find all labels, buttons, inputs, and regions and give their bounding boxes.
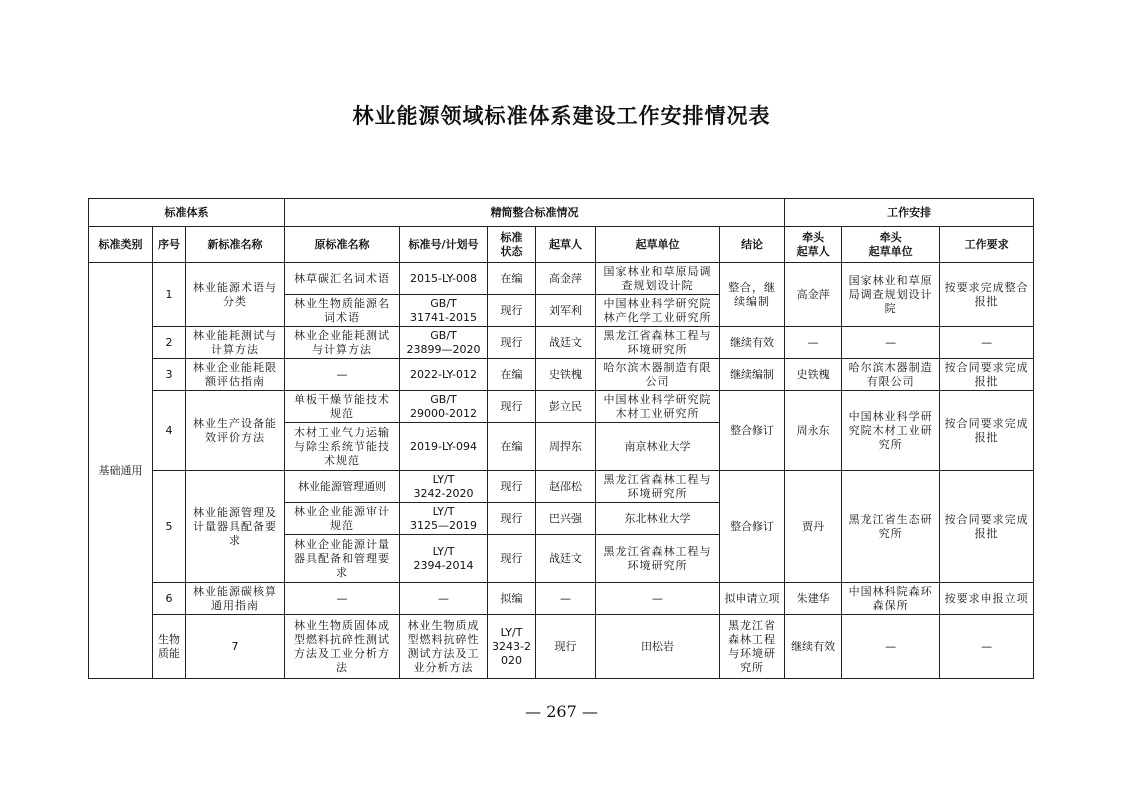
orig-name-cell: 林业生物质能源名词术语: [285, 295, 400, 327]
header-group-system: 标准体系: [89, 199, 285, 227]
new-name-cell: 林业企业能耗限额评估指南: [186, 359, 285, 391]
drafter-cell: 刘军利: [536, 295, 596, 327]
standards-table: [88, 198, 1034, 679]
std-no-cell: GB/T 31741-2015: [400, 295, 488, 327]
status-cell: 在编: [488, 359, 536, 391]
unit-cell: 中国林业科学研究院林产化学工业研究所: [596, 295, 720, 327]
drafter-cell: 巴兴强: [536, 503, 596, 535]
category-cell: 基础通用: [89, 263, 153, 679]
orig-name-cell: 单板干燥节能技术规范: [285, 391, 400, 423]
lead-unit-cell: 国家林业和草原局调查规划设计院: [842, 263, 940, 327]
new-name-cell: 林业生物质固体成型燃料抗碎性测试方法及工业分析方法: [285, 615, 400, 679]
lead-unit-cell: —: [940, 615, 1034, 679]
std-no-cell: 2022-LY-012: [400, 359, 488, 391]
status-cell: 在编: [488, 423, 536, 471]
conclusion-cell: 继续有效: [785, 615, 842, 679]
drafter-cell: 田松岩: [596, 615, 720, 679]
col-orig-name: 原标准名称: [285, 227, 400, 263]
lead-unit-cell: 哈尔滨木器制造有限公司: [842, 359, 940, 391]
seq-cell: 2: [153, 327, 186, 359]
requirement-cell: 按合同要求完成报批: [940, 471, 1034, 583]
table-row: [89, 583, 1034, 615]
conclusion-cell: 继续编制: [720, 359, 785, 391]
conclusion-cell: 整合修订: [720, 471, 785, 583]
status-cell: 现行: [488, 471, 536, 503]
lead-drafter-cell: 贾丹: [785, 471, 842, 583]
table-row: [89, 471, 1034, 503]
lead-unit-cell: 中国林科院森环森保所: [842, 583, 940, 615]
drafter-cell: —: [536, 583, 596, 615]
col-status: 标准 状态: [488, 227, 536, 263]
new-name-cell: 林业生产设备能效评价方法: [186, 391, 285, 471]
unit-cell: —: [596, 583, 720, 615]
std-no-cell: LY/T 3242-2020: [400, 471, 488, 503]
drafter-cell: 周捍东: [536, 423, 596, 471]
header-group-work: 工作安排: [785, 199, 1034, 227]
unit-cell: 东北林业大学: [596, 503, 720, 535]
status-cell: 现行: [536, 615, 596, 679]
status-cell: 现行: [488, 503, 536, 535]
conclusion-cell: 继续有效: [720, 327, 785, 359]
col-new-name: 新标准名称: [186, 227, 285, 263]
drafter-cell: 战廷文: [536, 535, 596, 583]
category-cell: 生物质能: [153, 615, 186, 679]
lead-unit-cell: —: [842, 327, 940, 359]
col-category: 标准类别: [89, 227, 153, 263]
page-number: — 267 —: [525, 702, 598, 721]
status-cell: 在编: [488, 263, 536, 295]
requirement-cell: 按合同要求完成报批: [940, 359, 1034, 391]
orig-name-cell: 林业企业能耗测试与计算方法: [285, 327, 400, 359]
status-cell: 现行: [488, 295, 536, 327]
table-row: [89, 327, 1034, 359]
header-group-row: [89, 199, 1034, 227]
seq-cell: 1: [153, 263, 186, 327]
status-cell: 现行: [488, 327, 536, 359]
table-row: [89, 615, 1034, 679]
seq-cell: 3: [153, 359, 186, 391]
col-drafter: 起草人: [536, 227, 596, 263]
orig-name-cell: 林业企业能源计量器具配备和管理要求: [285, 535, 400, 583]
new-name-cell: 林业能源管理及计量器具配备要求: [186, 471, 285, 583]
drafter-cell: 高金萍: [536, 263, 596, 295]
std-no-cell: LY/T 3243-2020: [488, 615, 536, 679]
col-seq: 序号: [153, 227, 186, 263]
std-no-cell: GB/T 29000-2012: [400, 391, 488, 423]
requirement-cell: 按合同要求完成报批: [940, 391, 1034, 471]
col-conclusion: 结论: [720, 227, 785, 263]
drafter-cell: 史铁槐: [536, 359, 596, 391]
orig-name-cell: 林业生物质成型燃料抗碎性测试方法及工业分析方法: [400, 615, 488, 679]
unit-cell: 黑龙江省森林工程与环境研究所: [596, 535, 720, 583]
lead-drafter-cell: 高金萍: [785, 263, 842, 327]
conclusion-cell: 整合修订: [720, 391, 785, 471]
std-no-cell: 2019-LY-094: [400, 423, 488, 471]
orig-name-cell: 林业能源管理通则: [285, 471, 400, 503]
col-lead-unit: 牵头 起草单位: [842, 227, 940, 263]
lead-unit-cell: 中国林业科学研究院木材工业研究所: [842, 391, 940, 471]
seq-cell: 5: [153, 471, 186, 583]
orig-name-cell: 林草碳汇名词术语: [285, 263, 400, 295]
seq-cell: 4: [153, 391, 186, 471]
orig-name-cell: 林业企业能源审计规范: [285, 503, 400, 535]
col-requirement: 工作要求: [940, 227, 1034, 263]
orig-name-cell: —: [285, 583, 400, 615]
lead-unit-cell: 黑龙江省生态研究所: [842, 471, 940, 583]
unit-cell: 中国林业科学研究院木材工业研究所: [596, 391, 720, 423]
requirement-cell: 按要求完成整合报批: [940, 263, 1034, 327]
std-no-cell: GB/T 23899—2020: [400, 327, 488, 359]
col-lead-drafter: 牵头 起草人: [785, 227, 842, 263]
unit-cell: 黑龙江省森林工程与环境研究所: [596, 471, 720, 503]
col-std-no: 标准号/计划号: [400, 227, 488, 263]
std-no-cell: —: [400, 583, 488, 615]
table-row: [89, 391, 1034, 423]
lead-drafter-cell: —: [785, 327, 842, 359]
lead-drafter-cell: 周永东: [785, 391, 842, 471]
drafter-cell: 战廷文: [536, 327, 596, 359]
new-name-cell: 林业能源术语与分类: [186, 263, 285, 327]
table-row: [89, 359, 1034, 391]
header-group-merge: 精简整合标准情况: [285, 199, 785, 227]
seq-cell: 7: [186, 615, 285, 679]
status-cell: 现行: [488, 535, 536, 583]
requirement-cell: 按要求申报立项: [940, 583, 1034, 615]
col-unit: 起草单位: [596, 227, 720, 263]
new-name-cell: 林业能耗测试与计算方法: [186, 327, 285, 359]
conclusion-cell: 拟申请立项: [720, 583, 785, 615]
unit-cell: 黑龙江省森林工程与环境研究所: [720, 615, 785, 679]
requirement-cell: —: [940, 327, 1034, 359]
orig-name-cell: —: [285, 359, 400, 391]
orig-name-cell: 木材工业气力运输与除尘系统节能技术规范: [285, 423, 400, 471]
seq-cell: 6: [153, 583, 186, 615]
new-name-cell: 林业能源碳核算通用指南: [186, 583, 285, 615]
unit-cell: 国家林业和草原局调查规划设计院: [596, 263, 720, 295]
header-column-row: [89, 227, 1034, 263]
page-title: 林业能源领域标准体系建设工作安排情况表: [352, 103, 771, 128]
unit-cell: 南京林业大学: [596, 423, 720, 471]
drafter-cell: 赵邵松: [536, 471, 596, 503]
conclusion-cell: 整合，继续编制: [720, 263, 785, 327]
lead-drafter-cell: 朱建华: [785, 583, 842, 615]
status-cell: 拟编: [488, 583, 536, 615]
std-no-cell: LY/T 2394-2014: [400, 535, 488, 583]
status-cell: 现行: [488, 391, 536, 423]
lead-drafter-cell: —: [842, 615, 940, 679]
lead-drafter-cell: 史铁槐: [785, 359, 842, 391]
std-no-cell: 2015-LY-008: [400, 263, 488, 295]
table-row: [89, 263, 1034, 295]
unit-cell: 黑龙江省森林工程与环境研究所: [596, 327, 720, 359]
std-no-cell: LY/T 3125—2019: [400, 503, 488, 535]
unit-cell: 哈尔滨木器制造有限公司: [596, 359, 720, 391]
drafter-cell: 彭立民: [536, 391, 596, 423]
